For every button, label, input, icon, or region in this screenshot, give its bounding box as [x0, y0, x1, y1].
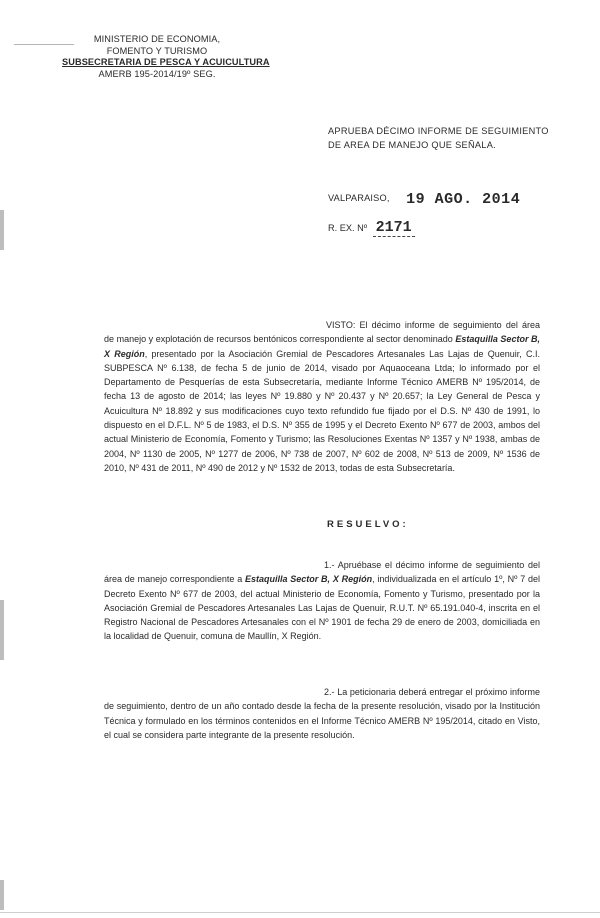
point1-text-b: , individualizada en el artículo 1º, Nº 7 del Decreto Exento Nº 677 de 2003, del actual Ministerio de Economía, Fomento y Turismo, presentado por la Asociación Gremial de Pescadores Artesanales Las Lajas de Quenuir, R.U.T. Nº 65.191.040-4, inscrita en el Registro Nacional de Pescadores Artesanales con el Nº 1901 de fecha 29 de enero de 2003, domiciliada en la localidad de Quenuir, comuna de Maullín, X Región.: [104, 574, 541, 642]
scan-edge-mark: [0, 880, 4, 910]
point1-text-a: 1.- Apruébase el décimo informe de seguimiento del área de manejo correspondiente a: [104, 560, 540, 585]
visto-sector: Estaquilla Sector B, X Región: [104, 334, 540, 359]
scan-artifact: [0, 912, 600, 913]
date-stamp: 19 AGO. 2014: [406, 191, 521, 208]
visto-paragraph: [104, 318, 540, 475]
visto-text-a: El décimo informe de seguimiento del área de manejo y explotación de recursos bentónicos correspondiente al sector denominado: [104, 320, 540, 345]
letterhead: [62, 34, 270, 80]
resolution-number: [328, 219, 415, 236]
subject-line-1: APRUEBA DÉCIMO INFORME DE SEGUIMIENTO: [328, 126, 549, 136]
scan-edge-mark: [0, 210, 4, 250]
subject-reference: [328, 124, 549, 152]
resolution-point-2: 2.- La peticionaria deberá entregar el próximo informe de seguimiento, dentro de un año contado desde la fecha de la presente resolución, visado por la Institución Técnica y formulado en los términos contenidos en el Informe Técnico AMERB Nº 195/2014, citado en Visto, el cual se considera parte integrante de la presente resolución.: [104, 687, 540, 740]
ministry-name: MINISTERIO DE ECONOMIA,: [93, 34, 221, 44]
visto-text-b: , presentado por la Asociación Gremial de Pescadores Artesanales Las Lajas de Quenuir, C.I. SUBPESCA Nº 6.138, de fecha 5 de junio de 2014, visado por Aquaoceana Ltda; lo informado por el Departamento de Pesquerías de esta Subsecretaría, mediante Informe Técnico AMERB Nº 195/2014, de fecha 13 de agosto de 2014; las leyes Nº 19.880 y Nº 20.437 y Nº 20.657; la Ley General de Pesca y Acuicultura Nº 18.892 y sus modificaciones cuyo texto refundido fue fijado por el D.S. Nº 430 de 1991, lo dispuesto en el D.F.L. Nº 5 de 1983, el D.S. Nº 355 de 1995 y el Decreto Exento Nº 677 de 2003, ambos del actual Ministerio de Economía, Fomento y Turismo; las Resoluciones Exentas Nº 1357 y Nº 1938, ambas de 2004, Nº 1130 de 2005, Nº 1277 de 2006, Nº 738 de 2007, Nº 602 de 2008, Nº 513 de 2009, Nº 1536 de 2010, Nº 431 de 2011, Nº 490 de 2012 y Nº 1532 de 2013, todas de esta Subsecretaría.: [104, 348, 540, 473]
visto-label: VISTO:: [326, 320, 356, 330]
resolution-number-value: 2171: [373, 219, 415, 237]
city: VALPARAISO,: [328, 193, 390, 203]
file-code: AMERB 195-2014/19º SEG.: [98, 68, 216, 79]
point1-sector: Estaquilla Sector B, X Región: [244, 574, 373, 585]
place-and-date: [328, 191, 520, 208]
subsecretariat-name: SUBSECRETARIA DE PESCA Y ACUICULTURA: [62, 57, 270, 67]
subject-line-2: DE AREA DE MANEJO QUE SEÑALA.: [328, 140, 496, 150]
ministry-name-cont: FOMENTO Y TURISMO: [106, 45, 208, 56]
resolution-point-1: [104, 558, 540, 644]
scan-edge-mark: [0, 600, 4, 660]
resolution-label: R. EX. Nº: [328, 223, 368, 233]
resuelvo-heading: RESUELVO:: [327, 519, 409, 530]
